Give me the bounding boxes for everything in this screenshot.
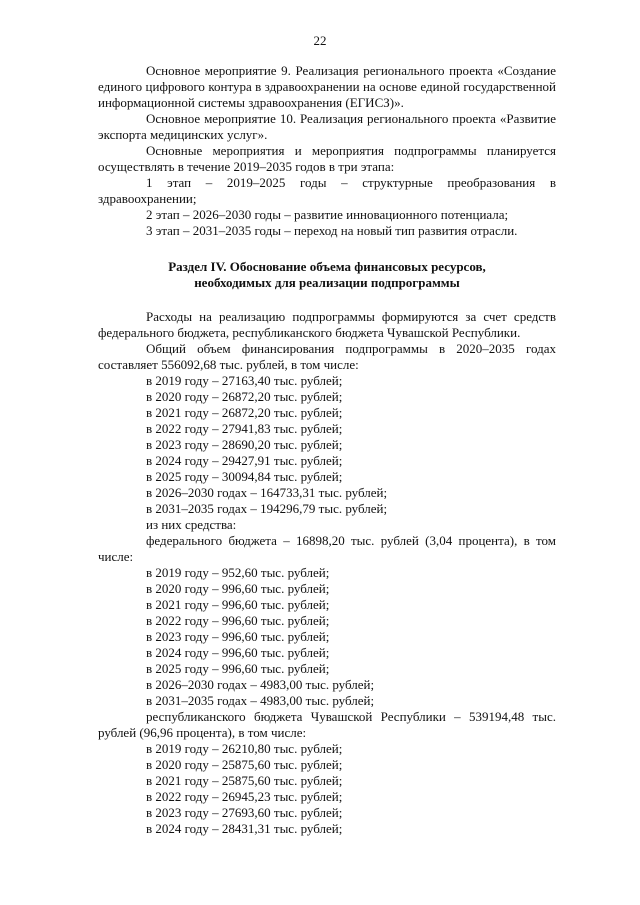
paragraph-funding-sources: Расходы на реализацию подпрограммы формируются за счет средств федерального бюджета, республиканского бюджета Чувашской Республики. [98, 309, 556, 340]
republic-years-list [98, 741, 556, 837]
list-item: в 2022 году – 27941,83 тыс. рублей; [146, 421, 343, 436]
section-heading-line-1: Раздел IV. Обоснование объема финансовых ресурсов, [168, 259, 486, 274]
paragraph-activity-10: Основное мероприятие 10. Реализация регионального проекта «Развитие экспорта медицинских услуг». [98, 111, 556, 142]
list-item: в 2024 году – 29427,91 тыс. рублей; [146, 453, 343, 468]
list-item: в 2020 году – 25875,60 тыс. рублей; [146, 757, 343, 772]
list-item: в 2019 году – 26210,80 тыс. рублей; [146, 741, 343, 756]
list-item: в 2021 году – 996,60 тыс. рублей; [146, 597, 330, 612]
list-item: в 2026–2030 годах – 164733,31 тыс. рублей; [146, 485, 388, 500]
page-number: 22 [313, 33, 327, 48]
paragraph-federal-budget: федерального бюджета – 16898,20 тыс. рублей (3,04 процента), в том числе: [98, 533, 556, 564]
section-heading-line-2: необходимых для реализации подпрограммы [194, 275, 460, 290]
document-body [98, 63, 556, 837]
section-heading [98, 259, 556, 291]
paragraph-republic-budget: республиканского бюджета Чувашской Республики – 539194,48 тыс. рублей (96,96 процента), в том числе: [98, 709, 556, 740]
of-them-line: из них средства: [146, 517, 237, 532]
list-item: в 2022 году – 996,60 тыс. рублей; [146, 613, 330, 628]
list-item: в 2031–2035 годах – 194296,79 тыс. рублей; [146, 501, 388, 516]
list-item: в 2020 году – 26872,20 тыс. рублей; [146, 389, 343, 404]
stage-2-line: 2 этап – 2026–2030 годы – развитие инновационного потенциала; [146, 207, 509, 222]
list-item: в 2019 году – 952,60 тыс. рублей; [146, 565, 330, 580]
total-years-list [98, 373, 556, 517]
list-item: в 2021 году – 25875,60 тыс. рублей; [146, 773, 343, 788]
list-item: в 2022 году – 26945,23 тыс. рублей; [146, 789, 343, 804]
list-item: в 2025 году – 996,60 тыс. рублей; [146, 661, 330, 676]
list-item: в 2023 году – 996,60 тыс. рублей; [146, 629, 330, 644]
paragraph-stages-intro: Основные мероприятия и мероприятия подпрограммы планируется осуществлять в течение 2019–2035 годов в три этапа: [98, 143, 556, 174]
paragraph-stage-1: 1 этап – 2019–2025 годы – структурные преобразования в здравоохранении; [98, 175, 556, 206]
stage-3-line: 3 этап – 2031–2035 годы – переход на новый тип развития отрасли. [146, 223, 518, 238]
list-item: в 2025 году – 30094,84 тыс. рублей; [146, 469, 343, 484]
list-item: в 2023 году – 27693,60 тыс. рублей; [146, 805, 343, 820]
paragraph-activity-9: Основное мероприятие 9. Реализация регионального проекта «Создание единого цифрового контура в здравоохранении на основе единой государственной информационной системы здравоохранения (ЕГИСЗ)». [98, 63, 556, 110]
list-item: в 2020 году – 996,60 тыс. рублей; [146, 581, 330, 596]
paragraph-total-funding: Общий объем финансирования подпрограммы в 2020–2035 годах составляет 556092,68 тыс. рублей, в том числе: [98, 341, 556, 372]
list-item: в 2024 году – 996,60 тыс. рублей; [146, 645, 330, 660]
list-item: в 2019 году – 27163,40 тыс. рублей; [146, 373, 343, 388]
list-item: в 2023 году – 28690,20 тыс. рублей; [146, 437, 343, 452]
list-item: в 2021 году – 26872,20 тыс. рублей; [146, 405, 343, 420]
federal-years-list [98, 565, 556, 709]
list-item: в 2024 году – 28431,31 тыс. рублей; [146, 821, 343, 836]
list-item: в 2031–2035 годах – 4983,00 тыс. рублей; [146, 693, 375, 708]
list-item: в 2026–2030 годах – 4983,00 тыс. рублей; [146, 677, 375, 692]
